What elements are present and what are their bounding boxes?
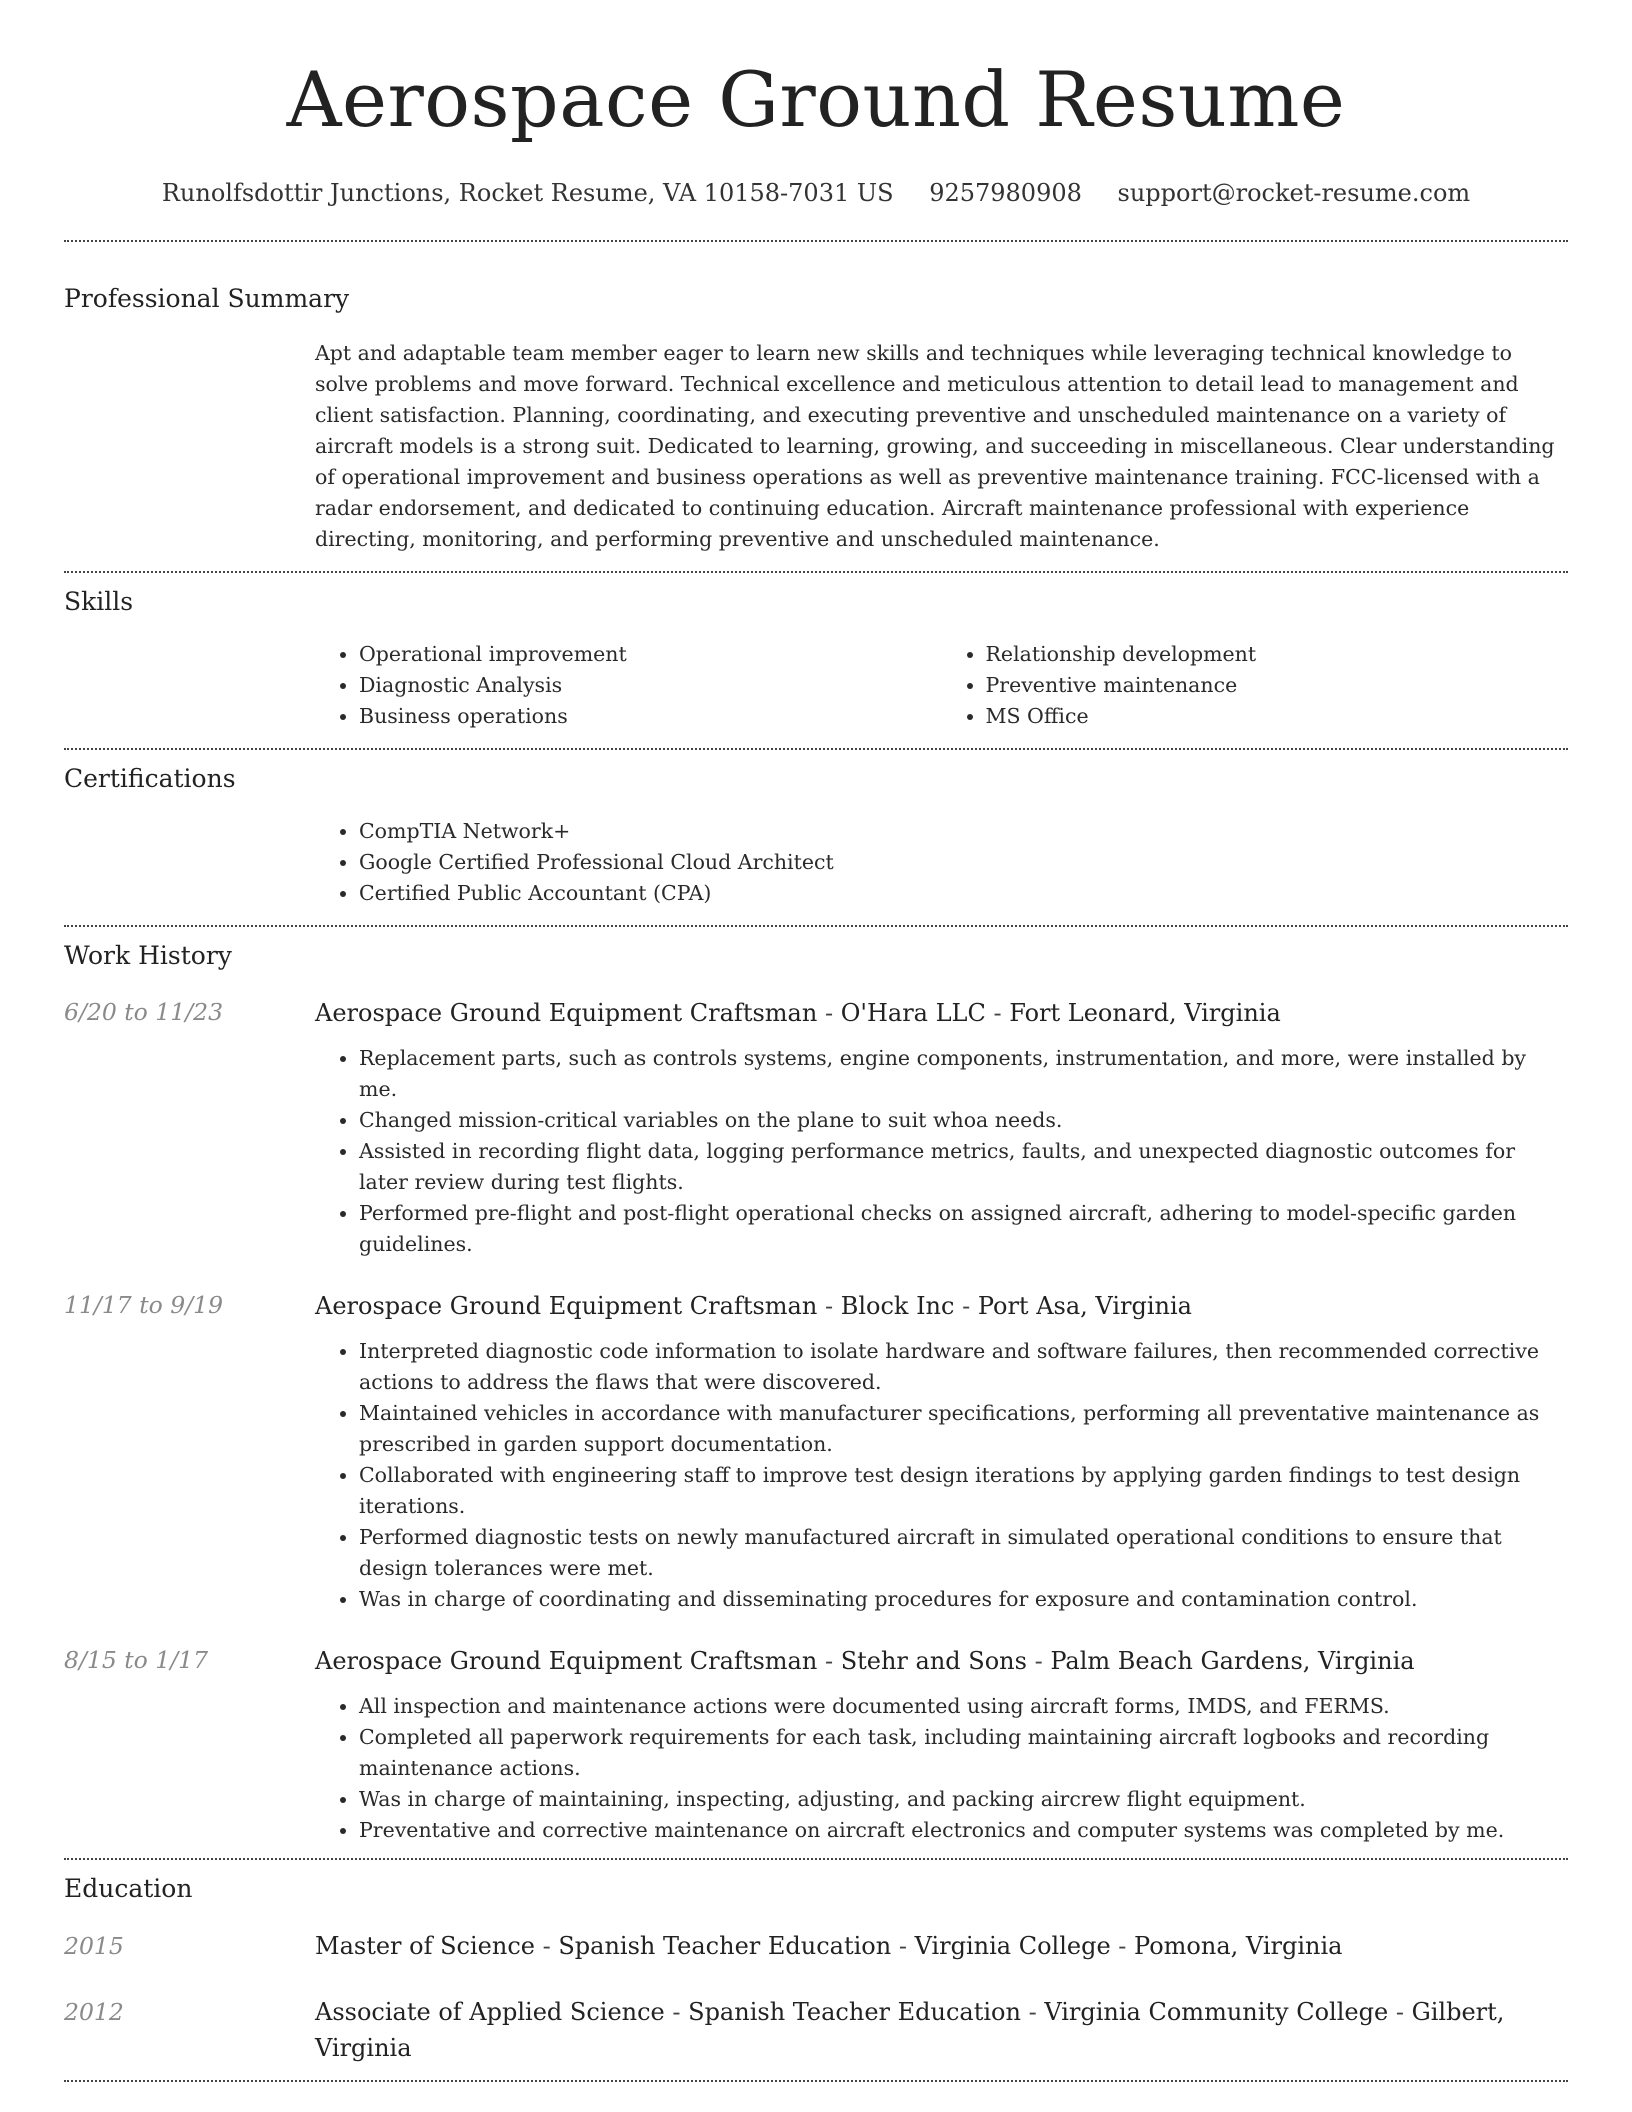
work-role: Aerospace Ground Equipment Craftsman bbox=[315, 999, 818, 1027]
work-company: Block Inc bbox=[840, 1292, 955, 1320]
education-entry bbox=[64, 1994, 1568, 2066]
separator: - bbox=[1020, 1998, 1045, 2026]
work-entry bbox=[64, 1288, 1568, 1615]
separator: - bbox=[664, 1998, 689, 2026]
skill-item: • Preventive maintenance bbox=[986, 670, 1569, 701]
work-dates: 11/17 to 9/19 bbox=[64, 1291, 224, 1319]
certifications-section bbox=[64, 750, 1568, 909]
work-section bbox=[64, 927, 1568, 1846]
work-location: Palm Beach Gardens, Virginia bbox=[1050, 1647, 1415, 1675]
separator: - bbox=[954, 1292, 978, 1320]
certifications-body bbox=[315, 816, 1568, 909]
skills-section bbox=[64, 573, 1568, 732]
work-bullet: • Interpreted diagnostic code information to isolate hardware and software failures, then recommended corrective actions to address the flaws that were discovered. bbox=[359, 1336, 1568, 1398]
work-dates: 8/15 to 1/17 bbox=[64, 1646, 209, 1674]
summary-text: Apt and adaptable team member eager to learn new skills and techniques while leveraging technical knowledge to solve problems and move forward. Technical excellence and meticulous attention to detail lead to management and client satisfaction. Planning, coordinating, and executing preventive and unscheduled maintenance on a variety of aircraft models is a strong suit. Dedicated to learning, growing, and succeeding in miscellaneous. Clear understanding of operational improvement and business operations as well as preventive maintenance training. FCC-licensed with a radar endorsement, and dedicated to continuing education. Aircraft maintenance professional with experience directing, monitoring, and performing preventive and unscheduled maintenance. bbox=[315, 341, 1555, 551]
contact-email: support@rocket-resume.com bbox=[1117, 179, 1471, 207]
skill-item: • Operational improvement bbox=[359, 639, 942, 670]
work-heading bbox=[315, 995, 1568, 1031]
separator: - bbox=[817, 1292, 841, 1320]
skills-grid bbox=[315, 639, 1568, 732]
work-entry bbox=[64, 995, 1568, 1260]
work-location: Port Asa, Virginia bbox=[977, 1292, 1192, 1320]
skills-list-right bbox=[942, 639, 1569, 732]
education-degree: Associate of Applied Science bbox=[315, 1998, 665, 2026]
contact-address: Runolfsdottir Junctions, Rocket Resume, VA 10158-7031 US bbox=[161, 179, 894, 207]
education-divider bbox=[64, 2080, 1568, 2082]
education-title: Education bbox=[64, 1874, 193, 1903]
skills-list-left bbox=[315, 639, 942, 732]
certifications-title: Certifications bbox=[64, 764, 236, 793]
certification-item: • Google Certified Professional Cloud Architect bbox=[359, 847, 1568, 878]
education-section bbox=[64, 1860, 1568, 2066]
work-bullet: • All inspection and maintenance actions were documented using aircraft forms, IMDS, and FERMS. bbox=[359, 1691, 1568, 1722]
work-details bbox=[315, 1691, 1568, 1846]
separator: - bbox=[817, 999, 841, 1027]
education-degree: Master of Science bbox=[315, 1932, 535, 1960]
education-heading bbox=[315, 1994, 1568, 2066]
skill-item: • MS Office bbox=[986, 701, 1569, 732]
work-bullets bbox=[315, 1691, 1568, 1846]
separator: - bbox=[1110, 1932, 1135, 1960]
work-company: Stehr and Sons bbox=[840, 1647, 1027, 1675]
work-dates: 6/20 to 11/23 bbox=[64, 998, 224, 1026]
summary-body bbox=[315, 338, 1568, 555]
education-year: 2015 bbox=[64, 1932, 124, 1960]
separator: - bbox=[985, 999, 1010, 1027]
work-bullet: • Preventative and corrective maintenance on aircraft electronics and computer systems was completed by me. bbox=[359, 1815, 1568, 1846]
education-year: 2012 bbox=[64, 1998, 124, 2026]
summary-title: Professional Summary bbox=[64, 284, 350, 313]
work-bullet: • Was in charge of coordinating and disseminating procedures for exposure and contamination control. bbox=[359, 1584, 1568, 1615]
certification-item: • Certified Public Accountant (CPA) bbox=[359, 878, 1568, 909]
separator: - bbox=[817, 1647, 841, 1675]
work-bullet: • Was in charge of maintaining, inspecting, adjusting, and packing aircrew flight equipment. bbox=[359, 1784, 1568, 1815]
work-bullet: • Performed diagnostic tests on newly manufactured aircraft in simulated operational conditions to ensure that design tolerances were met. bbox=[359, 1522, 1568, 1584]
work-bullet: • Changed mission-critical variables on the plane to suit whoa needs. bbox=[359, 1105, 1568, 1136]
education-location: Gilbert, Virginia bbox=[315, 1998, 1505, 2062]
separator: - bbox=[1026, 1647, 1051, 1675]
education-entry bbox=[64, 1928, 1568, 1964]
skill-item: • Business operations bbox=[359, 701, 942, 732]
education-school: Virginia Community College bbox=[1044, 1998, 1389, 2026]
work-bullet: • Completed all paperwork requirements for each task, including maintaining aircraft logbooks and recording maintenance actions. bbox=[359, 1722, 1568, 1784]
work-details bbox=[315, 1336, 1568, 1615]
work-bullets bbox=[315, 1043, 1568, 1260]
separator: - bbox=[891, 1932, 915, 1960]
work-role: Aerospace Ground Equipment Craftsman bbox=[315, 1292, 818, 1320]
contact-line bbox=[64, 176, 1568, 210]
work-heading bbox=[315, 1643, 1568, 1679]
work-title: Work History bbox=[64, 941, 232, 970]
separator: - bbox=[534, 1932, 559, 1960]
skill-item: • Diagnostic Analysis bbox=[359, 670, 942, 701]
work-bullet: • Replacement parts, such as controls systems, engine components, instrumentation, and more, were installed by me. bbox=[359, 1043, 1568, 1105]
skills-title: Skills bbox=[64, 587, 134, 616]
work-heading bbox=[315, 1288, 1568, 1324]
work-details bbox=[315, 1043, 1568, 1260]
skill-item: • Relationship development bbox=[986, 639, 1569, 670]
summary-section bbox=[64, 242, 1568, 555]
work-bullet: • Assisted in recording flight data, logging performance metrics, faults, and unexpected diagnostic outcomes for later review during test flights. bbox=[359, 1136, 1568, 1198]
work-bullet: • Maintained vehicles in accordance with manufacturer specifications, performing all preventative maintenance as prescribed in garden support documentation. bbox=[359, 1398, 1568, 1460]
separator: - bbox=[1388, 1998, 1412, 2026]
education-heading bbox=[315, 1928, 1568, 1964]
work-bullets bbox=[315, 1336, 1568, 1615]
work-role: Aerospace Ground Equipment Craftsman bbox=[315, 1647, 818, 1675]
education-field: Spanish Teacher Education bbox=[558, 1932, 892, 1960]
work-entry bbox=[64, 1643, 1568, 1846]
certifications-list bbox=[315, 816, 1568, 909]
work-location: Fort Leonard, Virginia bbox=[1009, 999, 1281, 1027]
work-company: O'Hara LLC bbox=[840, 999, 986, 1027]
resume-name: Aerospace Ground Resume bbox=[286, 55, 1346, 144]
contact-phone: 9257980908 bbox=[929, 179, 1082, 207]
education-school: Virginia College bbox=[914, 1932, 1111, 1960]
work-bullet: • Collaborated with engineering staff to improve test design iterations by applying garden findings to test design iterations. bbox=[359, 1460, 1568, 1522]
certification-item: • CompTIA Network+ bbox=[359, 816, 1568, 847]
work-bullet: • Performed pre-flight and post-flight operational checks on assigned aircraft, adhering to model-specific garden guidelines. bbox=[359, 1198, 1568, 1260]
education-field: Spanish Teacher Education bbox=[688, 1998, 1021, 2026]
education-location: Pomona, Virginia bbox=[1134, 1932, 1343, 1960]
